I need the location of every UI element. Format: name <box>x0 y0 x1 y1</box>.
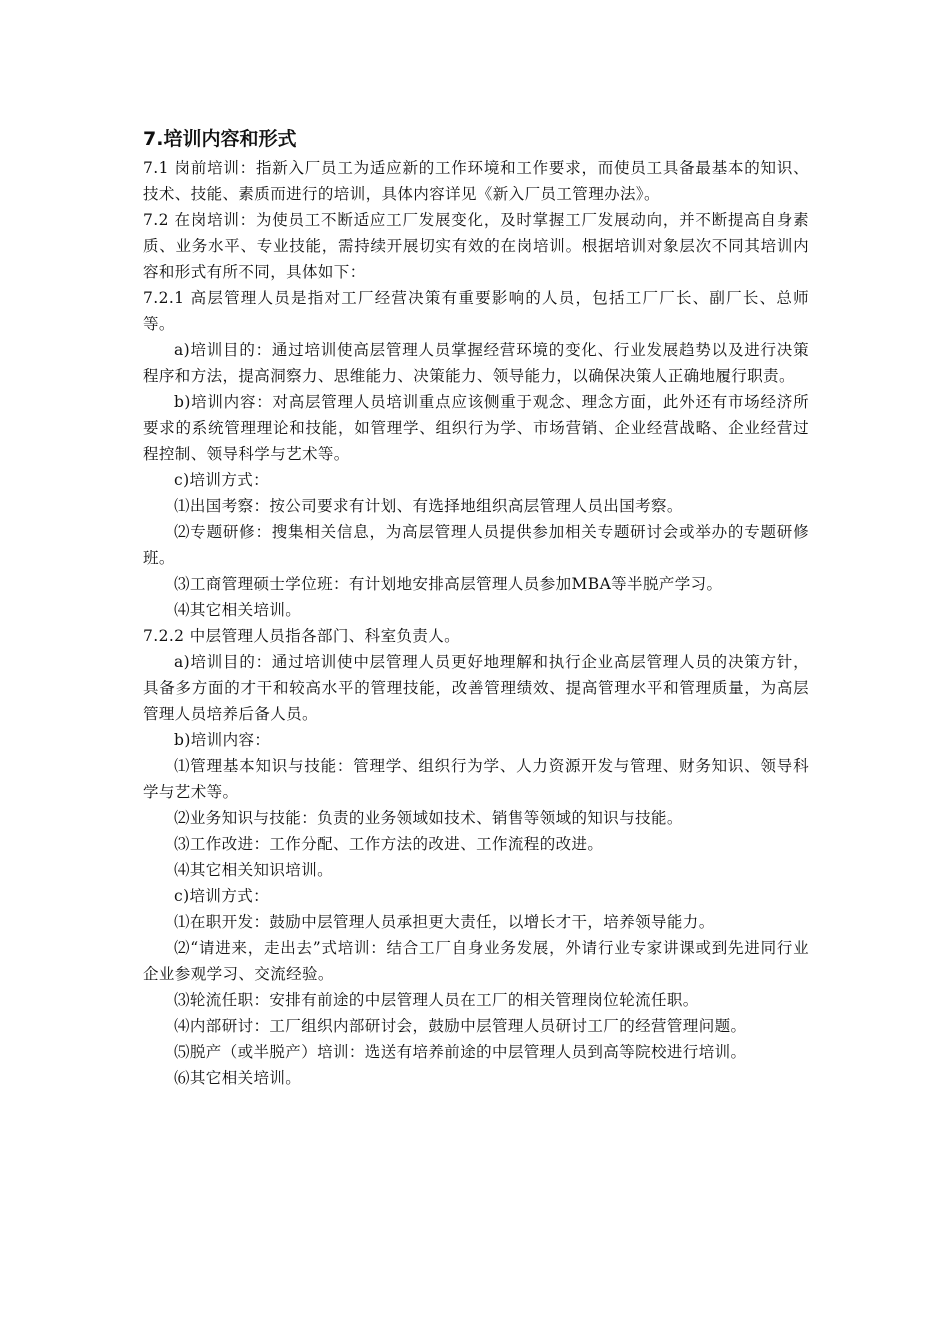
paragraph: ⑵专题研修：搜集相关信息，为高层管理人员提供参加相关专题研讨会或举办的专题研修班。 <box>143 523 809 567</box>
paragraph: 7.2.1 高层管理人员是指对工厂经营决策有重要影响的人员，包括工厂厂长、副厂长、总师等。 <box>143 289 809 333</box>
paragraph: c)培训方式： <box>174 887 270 905</box>
paragraph: ⑷其它相关培训。 <box>174 601 302 619</box>
paragraph: ⑷内部研讨：工厂组织内部研讨会，鼓励中层管理人员研讨工厂的经营管理问题。 <box>174 1017 747 1035</box>
paragraph: ⑴出国考察：按公司要求有计划、有选择地组织高层管理人员出国考察。 <box>174 497 683 515</box>
paragraph: a)培训目的：通过培训使高层管理人员掌握经营环境的变化、行业发展趋势以及进行决策程序和方法，提高洞察力、思维能力、决策能力、领导能力，以确保决策人正确地履行职责。 <box>143 341 809 385</box>
paragraph: 7.2 在岗培训：为使员工不断适应工厂发展变化，及时掌握工厂发展动向，并不断提高自身素质、业务水平、专业技能，需持续开展切实有效的在岗培训。根据培训对象层次不同其培训内容和形式有所不同，具体如下： <box>143 211 809 281</box>
paragraph: c)培训方式： <box>174 471 270 489</box>
section-title: 7.培训内容和形式 <box>143 128 297 150</box>
paragraph: ⑸脱产（或半脱产）培训：选送有培养前途的中层管理人员到高等院校进行培训。 <box>174 1043 747 1061</box>
paragraph: b)培训内容：对高层管理人员培训重点应该侧重于观念、理念方面，此外还有市场经济所要求的系统管理理论和技能，如管理学、组织行为学、市场营销、企业经营战略、企业经营过程控制、领导科学与艺术等。 <box>143 393 809 463</box>
paragraph: 7.2.2 中层管理人员指各部门、科室负责人。 <box>143 627 461 645</box>
paragraph: ⑴管理基本知识与技能：管理学、组织行为学、人力资源开发与管理、财务知识、领导科学与艺术等。 <box>143 757 809 801</box>
paragraph: ⑴在职开发：鼓励中层管理人员承担更大责任，以增长才干，培养领导能力。 <box>174 913 715 931</box>
paragraph: ⑶工作改进：工作分配、工作方法的改进、工作流程的改进。 <box>174 835 604 853</box>
paragraph: ⑷其它相关知识培训。 <box>174 861 334 879</box>
paragraph: a)培训目的：通过培训使中层管理人员更好地理解和执行企业高层管理人员的决策方针，具备多方面的才干和较高水平的管理技能，改善管理绩效、提高管理水平和管理质量，为高层管理人员培养后备人员。 <box>143 653 809 723</box>
document-page <box>143 125 809 1091</box>
paragraph: ⑶轮流任职：安排有前途的中层管理人员在工厂的相关管理岗位轮流任职。 <box>174 991 699 1009</box>
paragraph: ⑹其它相关培训。 <box>174 1069 302 1087</box>
paragraph: 7.1 岗前培训：指新入厂员工为适应新的工作环境和工作要求，而使员工具备最基本的知识、技术、技能、素质而进行的培训，具体内容详见《新入厂员工管理办法》。 <box>143 159 809 203</box>
paragraph: ⑵业务知识与技能：负责的业务领域如技术、销售等领域的知识与技能。 <box>174 809 683 827</box>
paragraph: b)培训内容： <box>174 731 271 749</box>
paragraph: ⑵“请进来，走出去”式培训：结合工厂自身业务发展，外请行业专家讲课或到先进同行业企业参观学习、交流经验。 <box>143 939 809 983</box>
paragraph: ⑶工商管理硕士学位班：有计划地安排高层管理人员参加MBA等半脱产学习。 <box>174 575 723 593</box>
paragraph-list <box>143 155 809 1091</box>
